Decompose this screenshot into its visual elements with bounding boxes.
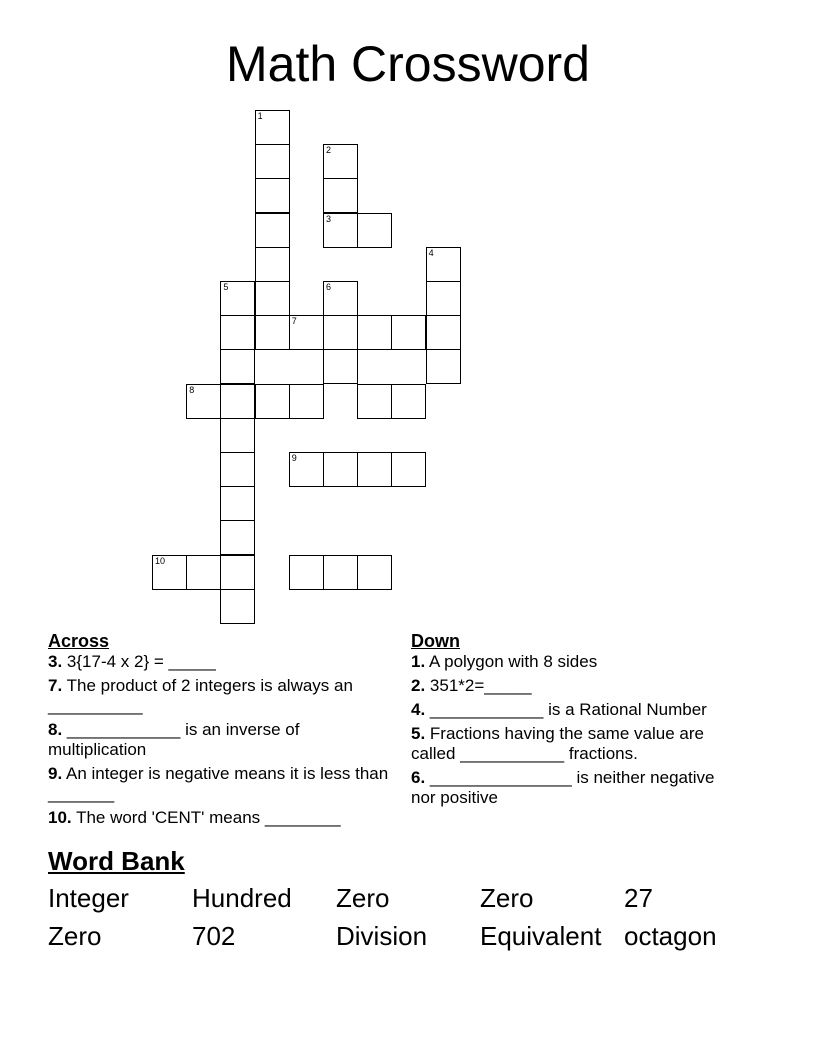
crossword-cell[interactable] bbox=[255, 384, 290, 419]
clue-text: The word 'CENT' means ________ bbox=[76, 808, 341, 827]
word-bank-word: Division bbox=[336, 921, 428, 951]
page-title: Math Crossword bbox=[226, 36, 590, 92]
word-bank-word: Integer bbox=[48, 883, 129, 913]
word-bank-word: Equivalent bbox=[480, 921, 602, 951]
crossword-cell[interactable] bbox=[220, 315, 255, 350]
clue-number-label: 1 bbox=[257, 111, 263, 121]
clue-number: 5. bbox=[411, 724, 426, 743]
crossword-cell[interactable] bbox=[391, 384, 426, 419]
clue-number: 10. bbox=[48, 808, 72, 827]
word-bank bbox=[48, 882, 768, 952]
clue-text: 351*2=_____ bbox=[429, 676, 532, 695]
crossword-cell[interactable] bbox=[220, 349, 255, 384]
word-bank-title: Word Bank bbox=[48, 846, 185, 876]
word-bank-word: octagon bbox=[624, 921, 717, 951]
clue-number: 1. bbox=[411, 652, 426, 671]
crossword-cell[interactable] bbox=[255, 144, 290, 179]
down-clues bbox=[411, 630, 741, 812]
across-clue bbox=[48, 720, 398, 760]
clue-text: ____________ is an inverse of multiplication bbox=[48, 720, 300, 759]
clue-text: The product of 2 integers is always an __________ bbox=[48, 676, 353, 715]
crossword-cell[interactable] bbox=[357, 315, 392, 350]
clue-number: 3. bbox=[48, 652, 63, 671]
crossword-cell[interactable] bbox=[220, 384, 255, 419]
crossword-cell[interactable] bbox=[220, 520, 255, 555]
clue-number: 8. bbox=[48, 720, 63, 739]
clue-number-label: 10 bbox=[155, 555, 166, 566]
down-clue bbox=[411, 768, 741, 808]
crossword-cell[interactable] bbox=[323, 178, 358, 213]
clue-number-label: 5 bbox=[223, 282, 229, 292]
across-clue bbox=[48, 764, 398, 804]
crossword-cell[interactable] bbox=[255, 247, 290, 282]
clue-text: An integer is negative means it is less than _______ bbox=[48, 764, 389, 803]
crossword-cell[interactable] bbox=[255, 110, 290, 145]
crossword-cell[interactable] bbox=[323, 555, 358, 590]
crossword-cell[interactable] bbox=[323, 315, 358, 350]
crossword-cell[interactable] bbox=[426, 247, 461, 282]
down-clue bbox=[411, 724, 741, 764]
clue-number: 7. bbox=[48, 676, 63, 695]
crossword-cell[interactable] bbox=[220, 281, 255, 316]
crossword-cell[interactable] bbox=[220, 452, 255, 487]
down-clue bbox=[411, 676, 741, 696]
clue-text: A polygon with 8 sides bbox=[428, 652, 598, 671]
crossword-cell[interactable] bbox=[391, 315, 426, 350]
down-heading: Down bbox=[411, 631, 460, 651]
across-clue bbox=[48, 652, 398, 672]
clue-number-label: 9 bbox=[291, 453, 297, 463]
crossword-cell[interactable] bbox=[323, 213, 358, 248]
crossword-cell[interactable] bbox=[289, 452, 324, 487]
clue-number: 2. bbox=[411, 676, 426, 695]
down-clue bbox=[411, 700, 741, 720]
word-bank-word: Zero bbox=[336, 883, 390, 913]
down-clue bbox=[411, 652, 741, 672]
clue-text: ____________ is a Rational Number bbox=[429, 700, 707, 719]
crossword-cell[interactable] bbox=[391, 452, 426, 487]
word-bank-word: 27 bbox=[624, 883, 653, 913]
clue-text: _______________ is neither negative nor positive bbox=[411, 768, 715, 807]
crossword-cell[interactable] bbox=[357, 452, 392, 487]
crossword-cell[interactable] bbox=[186, 555, 221, 590]
clue-number-label: 7 bbox=[291, 316, 297, 327]
clue-text: Fractions having the same value are called ___________ fractions. bbox=[411, 724, 704, 763]
crossword-cell[interactable] bbox=[323, 452, 358, 487]
clue-number-label: 8 bbox=[189, 384, 195, 395]
across-clues bbox=[48, 630, 398, 832]
crossword-cell[interactable] bbox=[426, 315, 461, 350]
crossword-cell[interactable] bbox=[186, 384, 221, 419]
crossword-cell[interactable] bbox=[323, 281, 358, 316]
clue-number-label: 4 bbox=[428, 247, 434, 258]
clue-number-label: 2 bbox=[326, 145, 332, 156]
crossword-cell[interactable] bbox=[323, 349, 358, 384]
crossword-cell[interactable] bbox=[357, 384, 392, 419]
crossword-cell[interactable] bbox=[357, 555, 392, 590]
word-bank-word: Zero bbox=[48, 921, 102, 951]
clue-number: 4. bbox=[411, 700, 426, 719]
crossword-cell[interactable] bbox=[255, 315, 290, 350]
crossword-cell[interactable] bbox=[220, 555, 255, 590]
crossword-cell[interactable] bbox=[357, 213, 392, 248]
word-bank-word: Zero bbox=[480, 883, 534, 913]
crossword-cell[interactable] bbox=[289, 384, 324, 419]
crossword-cell[interactable] bbox=[220, 418, 255, 453]
clue-number-label: 3 bbox=[326, 213, 332, 224]
crossword-cell[interactable] bbox=[152, 555, 187, 590]
word-bank-word: 702 bbox=[192, 921, 236, 951]
word-bank-word: Hundred bbox=[192, 883, 292, 913]
crossword-cell[interactable] bbox=[289, 315, 324, 350]
crossword-cell[interactable] bbox=[426, 349, 461, 384]
crossword-cell[interactable] bbox=[220, 589, 255, 624]
crossword-cell[interactable] bbox=[220, 486, 255, 521]
crossword-cell[interactable] bbox=[426, 281, 461, 316]
clue-number: 9. bbox=[48, 764, 63, 783]
crossword-cell[interactable] bbox=[255, 213, 290, 248]
clue-text: 3{17-4 x 2} = _____ bbox=[66, 652, 216, 671]
across-clue bbox=[48, 808, 398, 828]
across-heading: Across bbox=[48, 631, 110, 651]
clue-number-label: 6 bbox=[326, 282, 332, 292]
crossword-cell[interactable] bbox=[255, 281, 290, 316]
clue-number: 6. bbox=[411, 768, 426, 787]
across-clue bbox=[48, 676, 398, 716]
crossword-cell[interactable] bbox=[289, 555, 324, 590]
crossword-cell[interactable] bbox=[323, 144, 358, 179]
crossword-cell[interactable] bbox=[255, 178, 290, 213]
